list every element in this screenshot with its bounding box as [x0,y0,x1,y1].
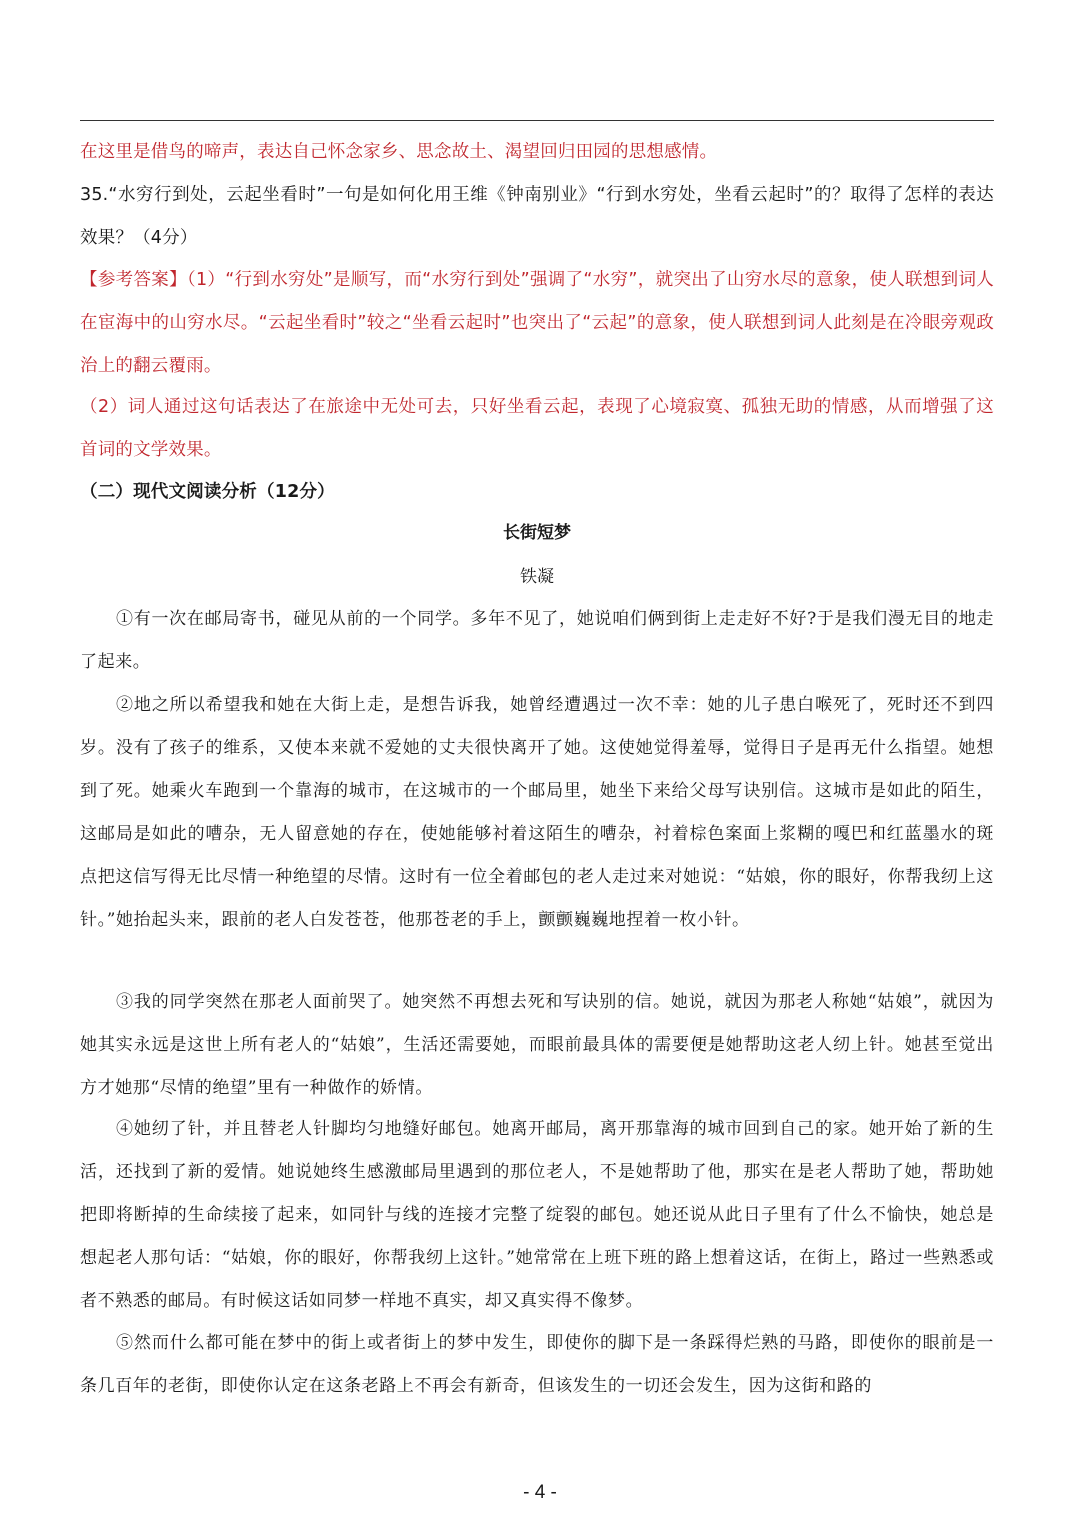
answer-35-part-2: （2）词人通过这句话表达了在旅途中无处可去，只好坐看云起，表现了心境寂寞、孤独无助的情感，从而增强了这首词的文学效果。 [80,397,994,460]
page-number: - 4 - [523,1482,557,1503]
answer-tail: 在这里是借鸟的啼声，表达自己怀念家乡、思念故土、渴望回归田园的思想感情。 [80,142,718,162]
article-title: 长街短梦 [503,523,571,543]
answer-35-1-text: （1）“行到水穷处”是顺写，而“水穷行到处”强调了“水穷”，就突出了山穷水尽的意象，使人联想到词人在宦海中的山穷水尽。“云起坐看时”较之“坐看云起时”也突出了“云起”的意象，使人联想到词人此刻是在冷眼旁观政治上的翻云覆雨。 [80,270,994,376]
article-paragraph-1: ①有一次在邮局寄书，碰见从前的一个同学。多年不见了，她说咱们俩到街上走走好不好?于是我们漫无目的地走了起来。 [80,609,994,672]
article-paragraph-5: ⑤然而什么都可能在梦中的街上或者街上的梦中发生，即使你的脚下是一条踩得烂熟的马路，即使你的眼前是一条几百年的老街，即使你认定在这条老路上不再会有新奇，但该发生的一切还会发生，因为这街和路的 [80,1333,994,1396]
article-paragraph-4: ④她纫了针，并且替老人针脚均匀地缝好邮包。她离开邮局，离开那靠海的城市回到自己的家。她开始了新的生活，还找到了新的爱情。她说她终生感激邮局里遇到的那位老人，不是她帮助了他，那实在是老人帮助了她，帮助她把即将断掉的生命续接了起来，如同针与线的连接才完整了绽裂的邮包。她还说从此日子里有了什么不愉快，她总是想起老人那句话：“姑娘，你的眼好，你帮我纫上这针。”她常常在上班下班的路上想着这话，在街上，路过一些熟悉或者不熟悉的邮局。有时候这话如同梦一样地不真实，却又真实得不像梦。 [80,1119,994,1311]
answer-tag: 【参考答案】 [80,270,187,290]
header-rule [80,120,994,121]
article-paragraph-2: ②地之所以希望我和她在大街上走，是想告诉我，她曾经遭遇过一次不幸：她的儿子患白喉死了，死时还不到四岁。没有了孩子的维系，又使本来就不爱她的丈夫很快离开了她。这使她觉得羞辱，觉得日子是再无什么指望。她想到了死。她乘火车跑到一个靠海的城市，在这城市的一个邮局里，她坐下来给父母写诀别信。这城市是如此的陌生，这邮局是如此的嘈杂，无人留意她的存在，使她能够衬着这陌生的嘈杂，衬着棕色案面上浆糊的嘎巴和红蓝墨水的斑点把这信写得无比尽情一种绝望的尽情。这时有一位全着邮包的老人走过来对她说：“姑娘，你的眼好，你帮我纫上这针。”她抬起头来，跟前的老人白发苍苍，他那苍老的手上，颤颤巍巍地捏着一枚小针。 [80,695,994,930]
question-35: 35.“水穷行到处，云起坐看时”一句是如何化用王维《钟南别业》“行到水穷处，坐看云起时”的？取得了怎样的表达效果？（4分） [80,185,994,248]
article-paragraph-3: ③我的同学突然在那老人面前哭了。她突然不再想去死和写诀别的信。她说，就因为那老人称她“姑娘”，就因为她其实永远是这世上所有老人的“姑娘”，生活还需要她，而眼前最具体的需要便是她帮助这老人纫上针。她甚至觉出方才她那“尽情的绝望”里有一种做作的娇情。 [80,992,994,1098]
section-heading: （二）现代文阅读分析（12分） [80,482,335,502]
answer-35-part-1 [80,259,994,388]
article-author: 铁凝 [520,567,554,587]
